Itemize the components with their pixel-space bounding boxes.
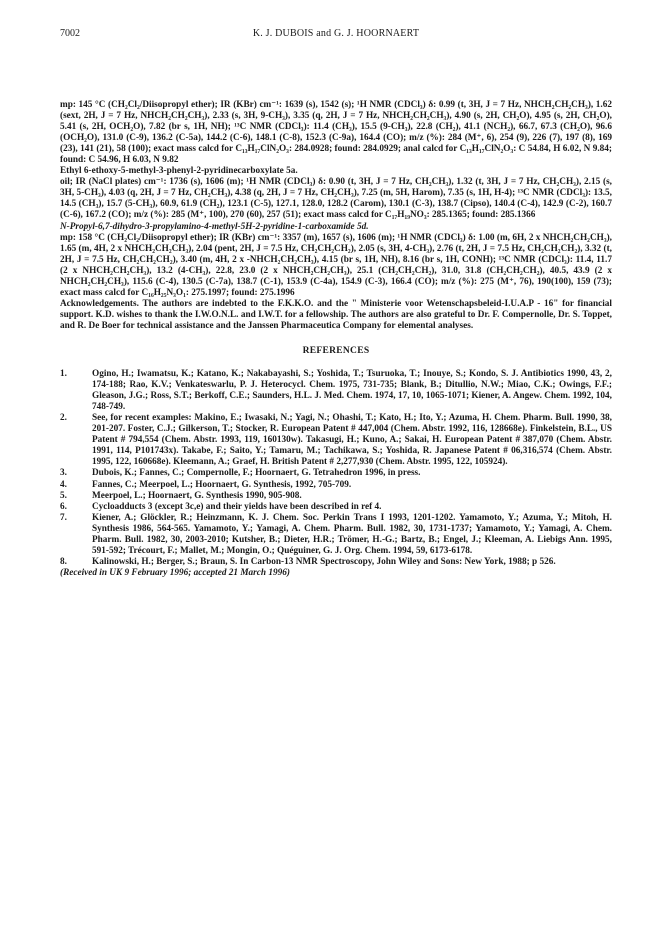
compound-data-paragraph: mp: 145 °C (CH₂Cl₂/Diisopropyl ether); IR (KBr) cm⁻¹: 1639 (s), 1542 (s); ¹H NMR (CDCl₃) δ: 0.99 (t, 3H, J = 7 Hz, NHCH₂CH₂CH₃), 1.62 (sext, 2H, J = 7 Hz, NHCH₂CH₂CH₃), 2.33 (s, 3H, 9-CH₃), 3.35 (q, 2H, J = 7 Hz, NHCH₂CH₂CH₃), 4.90 (s, 2H, CH₂O), 4.95 (s, 2H, CH₂O), 5.41 (s, 2H, OCH₂O), 7.82 (br s, 1H, NH); ¹³C NMR (CDCl₃): 11.4 (CH₃), 15.5 (9-CH₃), 22.8 (CH₂), 41.1 (NCH₂), 66.7, 67.3 (CH₂O), 96.6 (OCH₂O), 131.0 (C-9), 136.2 (C-5a), 144.2 (C-6), 148.1 (C-8), 152.3 (C-9a), 164.4 (CO); m/z (%): 284 (M⁺, 6), 254 (9), 226 (7), 197 (8), 169 (23), 141 (21), 58 (100); exact mass calcd for C₁₃H₁₇ClN₂O₃: 284.0928; found: 284.0929; anal calcd for C₁₃H₁₇ClN₂O₃: C 54.84, H 6.02, N 9.84; found: C 54.96, H 6.03, N 9.82 — [60, 100, 612, 166]
reference-text: Meerpoel, L.; Hoornaert, G. Synthesis 1990, 905-908. — [92, 490, 302, 501]
reference-item — [60, 468, 612, 479]
reference-item — [60, 369, 612, 413]
reference-text: Kalinowski, H.; Berger, S.; Braun, S. In Carbon-13 NMR Spectroscopy, John Wiley and Sons: New York, 1988; p 526. — [92, 556, 556, 567]
compound-data-5a: oil; IR (NaCl plates) cm⁻¹: 1736 (s), 1606 (m); ¹H NMR (CDCl₃) δ: 0.90 (t, 3H, J = 7 Hz, CH₂CH₃), 1.32 (t, 3H, J = 7 Hz, CH₂CH₃), 2.15 (s, 3H, 5-CH₃), 4.03 (q, 2H, J = 7 Hz, CH₂CH₃), 4.38 (q, 2H, J = 7 Hz, CH₂CH₃), 7.25 (m, 5H, Harom), 7.35 (s, 1H, H-4); ¹³C NMR (CDCl₃): 13.5, 14.5 (CH₃), 15.7 (5-CH₃), 60.9, 61.9 (CH₂), 123.1 (C-5), 127.1, 128.0, 128.2 (Carom), 130.1 (C-3), 138.7 (Cipso), 140.4 (C-4), 142.9 (C-2), 160.7 (C-6), 167.2 (CO); m/z (%): 285 (M⁺, 100), 270 (60), 257 (51); exact mass calcd for C₁₇H₁₉NO₃: 285.1365; found: 285.1366 — [60, 177, 612, 221]
reference-number: 1. — [60, 369, 67, 380]
journal-page — [60, 28, 612, 579]
reference-item — [60, 502, 612, 513]
acknowledgements: Acknowledgements. The authors are indebted to the F.K.K.O. and the " Ministerie voor Wetenschapsbeleid-I.U.A.P - 16" for financial support. K.D. wishes to thank the I.W.O.N.L. and I.W.T. for a fellowship. The authors are also grateful to Dr. F. Compernolle, Dr. S. Toppet, and R. De Boer for technical assistance and the Janssen Pharmaceutica Company for elemental analyses. — [60, 298, 612, 331]
reference-item — [60, 480, 612, 491]
reference-item — [60, 513, 612, 557]
reference-text: Kiener, A.; Glöckler, R.; Heinzmann, K. J. Chem. Soc. Perkin Trans I 1993, 1201-1202. Yamamoto, Y.; Azuma, Y.; Mitoh, H. Synthesis 1986, 564-565. Yamamoto, Y.; Yamagi, A. Chem. Pharm. Bull. 1982, 30, 1731-1737; Yamamoto, Y.; Yamagi, A. Chem. Pharm. Bull. 1982, 30, 2003-2010; Kutsher, B.; Dieter, H.R.; Trömer, H.-G.; Bartz, B.; Engel, J.; Kleeman, A. Liebigs Ann. 1995, 591-592; Trécourt, F.; Mallet, M.; Mongin, O.; Quéguiner, G. J. Org. Chem. 1994, 59, 6173-6178. — [92, 512, 612, 556]
reference-text: Dubois, K.; Fannes, C.; Compernolle, F.; Hoornaert, G. Tetrahedron 1996, in press. — [92, 468, 421, 479]
references-list — [60, 369, 612, 568]
compound-data-5d: mp: 158 °C (CH₂Cl₂/Diisopropyl ether); IR (KBr) cm⁻¹: 3357 (m), 1657 (s), 1606 (m); ¹H NMR (CDCl₃) δ: 1.00 (m, 6H, 2 x NHCH₂CH₂CH₃), 1.65 (m, 4H, 2 x NHCH₂CH₂CH₃), 2.04 (pent, 2H, J = 7.5 Hz, CH₂CH₂CH₂), 2.05 (s, 3H, 4-CH₃), 2.76 (t, 2H, J = 7.5 Hz, CH₂CH₂CH₂), 3.32 (t, 2H, J = 7.5 Hz, CH₂CH₂CH₂), 3.40 (m, 4H, 2 x -NHCH₂CH₂CH₃), 4.15 (br s, 1H, NH), 8.16 (br s, 1H, CONH); ¹³C NMR (CDCl₃): 11.4, 11.7 (2 x NHCH₂CH₂CH₃), 13.2 (4-CH₃), 22.8, 23.0 (2 x NHCH₂CH₂CH₃), 25.1 (CH₂CH₂CH₂), 31.0, 31.8 (CH₂CH₂CH₂), 40.5, 43.9 (2 x NHCH₂CH₂CH₃), 115.6 (C-4), 130.5 (C-7a), 138.7 (C-1), 153.9 (C-4a), 154.9 (C-3), 166.4 (CO); m/z (%): 275 (M⁺, 76), 190(100), 159 (73); exact mass calcd for C₁₆H₂₅N₃O₁: 275.1997; found: 275.1996 — [60, 232, 612, 298]
reference-text: See, for recent examples: Makino, E.; Iwasaki, N.; Yagi, N.; Ohashi, T.; Kato, H.; Ito, Y.; Azuma, H. Chem. Pharm. Bull. 1990, 38, 201-207. Foster, C.J.; Gilkerson, T.; Stocker, R. European Patent # 447,004 (Chem. Abstr. 1992, 116, 128668e). Finkelstein, B.L., US Patent # 794,554 (Chem. Abstr. 1993, 119, 160130w). Takasugi, H.; Kuno, A.; Sakai, H. European Patent # 387,070 (Chem. Abstr. 1991, 114, P101743x). Takabe, F.; Saito, Y.; Tamaru, M.; Tachikawa, S.; Yoshida, R. Japanese Patent # 06,316,574 (Chem. Abstr. 1995, 122, 160668e). Kleemann, A.; Graef, H. British Patent # 2,277,930 (Chem. Abstr. 1995, 122, 105924). — [92, 413, 612, 468]
running-title: K. J. DUBOIS and G. J. HOORNAERT — [252, 28, 420, 39]
reference-number: 4. — [60, 479, 67, 490]
reference-number: 3. — [60, 468, 67, 479]
article-body — [60, 100, 612, 579]
compound-heading-5a: Ethyl 6-ethoxy-5-methyl-3-phenyl-2-pyridinecarboxylate 5a. — [60, 166, 298, 177]
page-number: 7002 — [60, 28, 80, 39]
received-note: (Received in UK 9 February 1996; accepted 21 March 1996) — [60, 567, 290, 578]
reference-item — [60, 413, 612, 468]
reference-text: Cycloadducts 3 (except 3c,e) and their yields have been described in ref 4. — [92, 501, 382, 512]
reference-text: Ogino, H.; Iwamatsu, K.; Katano, K.; Nakabayashi, S.; Yoshida, T.; Tsuruoka, T.; Inouye, S.; Kondo, S. J. Antibiotics 1990, 43, 2, 174-188; Rao, K.V.; Venkateswarlu, P. J. Heterocycl. Chem. 1975, 731-735; Blank, B.; Ditullio, N.W.; Miao, C.K.; Owings, F.F.; Gleason, J.G.; Ross, S.T.; Berkoff, C.E.; Saunders, H.L. J. Med. Chem. 1974, 17, 10, 1065-1071; Kiener, A. Angew. Chem. 1992, 104, 748-749. — [92, 369, 612, 413]
reference-item — [60, 557, 612, 568]
reference-number: 7. — [60, 512, 67, 523]
page-header — [60, 28, 612, 46]
reference-number: 5. — [60, 490, 67, 501]
reference-number: 8. — [60, 556, 67, 567]
compound-heading-5d: N-Propyl-6,7-dihydro-3-propylamino-4-methyl-5H-2-pyridine-1-carboxamide 5d. — [60, 221, 369, 232]
reference-text: Fannes, C.; Meerpoel, L.; Hoornaert, G. Synthesis, 1992, 705-709. — [92, 479, 352, 490]
reference-number: 6. — [60, 501, 67, 512]
references-heading: REFERENCES — [302, 345, 370, 356]
reference-item — [60, 491, 612, 502]
reference-number: 2. — [60, 413, 67, 424]
